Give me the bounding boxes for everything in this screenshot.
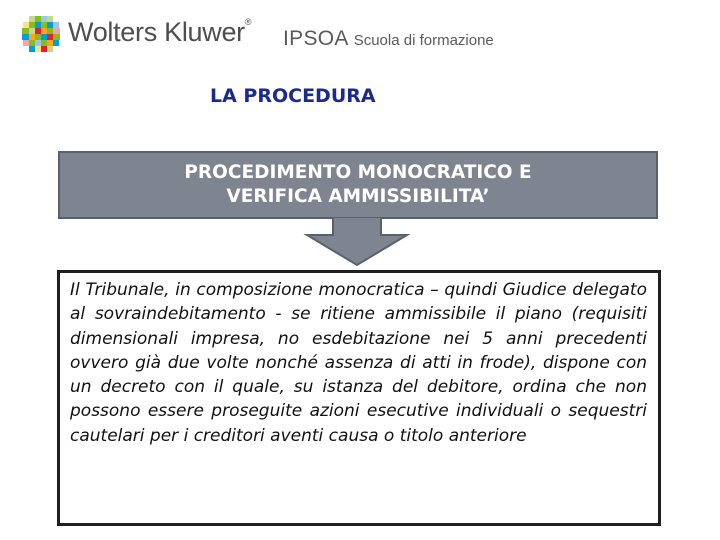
- body-text-box: [57, 270, 661, 526]
- division-label: [283, 27, 494, 51]
- wolters-kluwer-mosaic-icon: [20, 14, 62, 56]
- banner-title-line-1: PROCEDIMENTO MONOCRATICO E: [184, 162, 532, 183]
- trademark-symbol: ®: [244, 17, 252, 27]
- banner-title: [184, 161, 531, 209]
- division-name: IPSOA: [283, 27, 349, 50]
- banner: [58, 151, 658, 219]
- division-subtitle: Scuola di formazione: [353, 32, 494, 49]
- section-title: LA PROCEDURA: [210, 85, 376, 107]
- down-arrow-icon: [303, 217, 411, 267]
- banner-title-line-2: VERIFICA AMMISSIBILITA’: [226, 186, 490, 207]
- brand-name: [68, 17, 251, 48]
- body-text: Il Tribunale, in composizione monocratica – quindi Giudice delegato al sovraindebitamento - se ritiene ammissibile il piano (requisiti dimensionali impresa, no esdebitazione nei 5 anni precedenti ovvero già due volte nonché assenza di atti in frode), dispone con un decreto con il quale, su istanza del debitore, ordina che non possono essere proseguite azioni esecutive individuali o sequestri cautelari per i creditori aventi causa o titolo anteriore: [70, 280, 647, 446]
- brand-name-text: Wolters Kluwer: [68, 17, 245, 47]
- header: [0, 0, 720, 70]
